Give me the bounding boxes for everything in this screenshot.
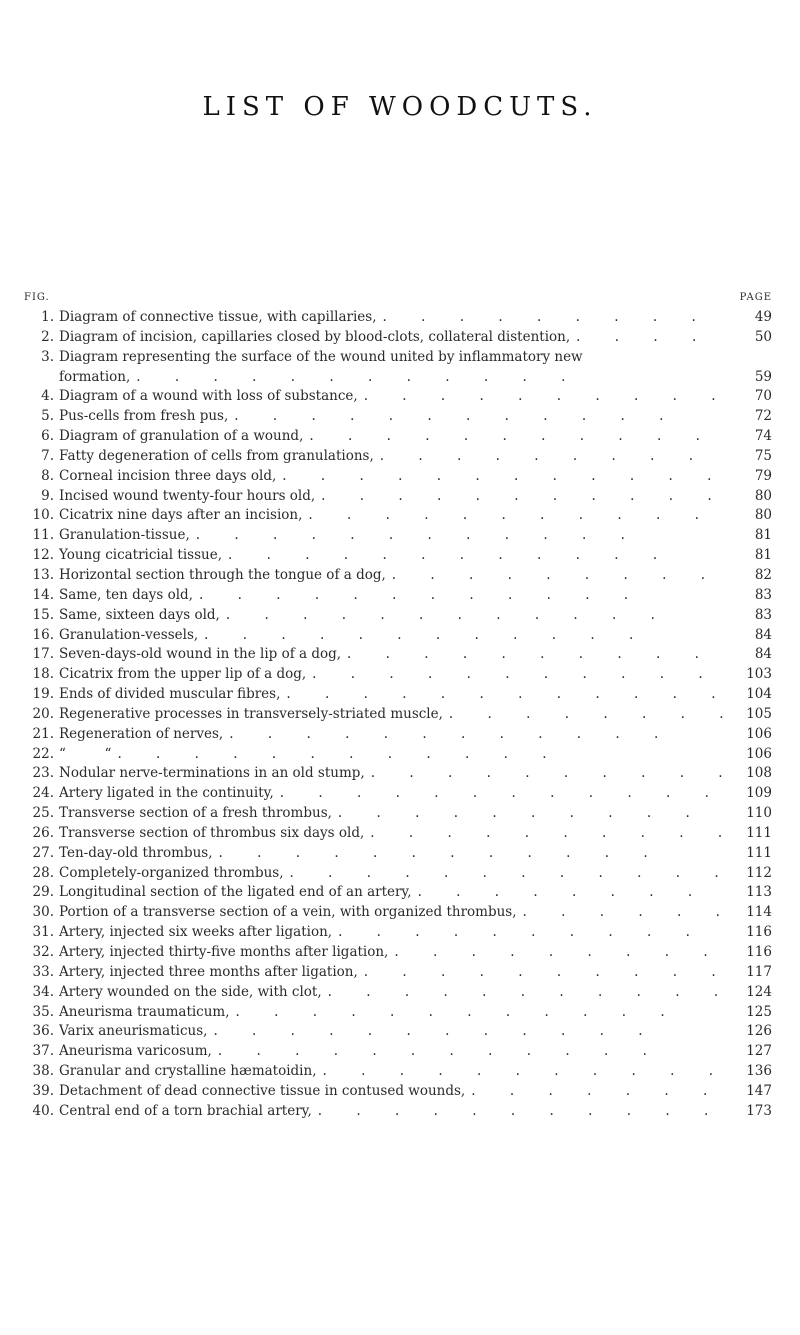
figure-caption: Longitudinal section of the ligated end of an artery, [59,884,412,901]
figure-caption: Cicatrix nine days after an incision, [59,507,303,524]
figure-caption: Same, ten days old, [59,586,193,603]
dot-leader [290,864,724,884]
dot-leader [370,824,724,844]
dot-leader [280,784,724,804]
list-item [20,705,776,725]
page-number: 104 [746,686,772,703]
list-item [20,447,776,467]
figure-caption: Same, sixteen days old, [59,606,220,623]
figure-number: 1. [41,309,54,325]
figure-number: 36. [32,1023,54,1040]
page-number: 81 [754,527,772,544]
page-number: 136 [746,1063,772,1080]
dot-leader [418,883,724,903]
page-number: 70 [754,388,772,405]
figure-number: 12. [32,547,54,564]
figure-number: 30. [32,904,54,921]
figure-number: 28. [32,864,54,881]
list-item [20,626,776,646]
figure-caption: Completely-organized thrombus, [59,864,284,881]
page-title: LIST OF WOODCUTS. [202,92,598,122]
list-item [20,487,776,507]
page-number: 113 [746,884,772,901]
figure-caption: Granulation-tissue, [59,527,190,544]
list-item [20,1082,776,1102]
figure-caption: Transverse section of a fresh thrombus, [59,805,332,822]
figure-caption: Young cicatricial tissue, [59,547,222,564]
dot-leader [328,983,724,1003]
page-number: 147 [746,1082,772,1099]
list-item [20,526,776,546]
dot-leader [308,506,724,526]
figure-number: 20. [32,705,54,722]
list-item [20,1062,776,1082]
list-item [20,586,776,606]
figure-caption: Diagram representing the surface of the wound united by inflammatory new [59,348,583,365]
page-number: 110 [746,805,772,822]
page-number: 80 [754,507,772,524]
figure-caption: Incised wound twenty-four hours old, [59,487,316,504]
dot-leader [234,407,724,427]
figure-number: 21. [32,725,54,742]
dot-leader [199,586,724,606]
figure-number: 15. [32,606,54,623]
figure-number: 38. [32,1063,54,1080]
figure-number: 35. [32,1003,54,1020]
figure-number: 32. [32,944,54,960]
list-item [20,1022,776,1042]
figure-caption: Varix aneurismaticus, [59,1023,208,1040]
figure-caption: Artery ligated in the continuity, [59,785,274,802]
dot-leader [318,1102,724,1122]
figure-number: 5. [41,408,54,425]
figure-caption: Portion of a transverse section of a vein, with organized thrombus, [59,904,517,921]
dot-leader [523,903,724,923]
page-number: 105 [746,705,772,722]
dot-leader [226,606,724,626]
page-number: 114 [746,904,772,921]
page-number: 74 [754,428,772,445]
figure-caption: Diagram of incision, capillaries closed by blood-clots, collateral distention, [59,328,571,345]
page-number: 72 [754,408,772,425]
list-item [20,864,776,884]
page-number: 81 [754,547,772,564]
figure-number: 26. [32,824,54,841]
page-number: 111 [746,844,772,861]
page-number: 125 [746,1003,772,1020]
page-number: 106 [746,745,772,762]
figure-number: 25. [32,805,54,822]
list-item [20,745,776,765]
dot-leader [394,943,724,963]
figure-caption: Aneurisma traumaticum, [59,1003,230,1020]
page-number: 173 [746,1102,772,1119]
page-number: 50 [754,328,772,345]
page-number: 106 [746,725,772,742]
list-item [20,546,776,566]
page-number: 111 [746,824,772,841]
figure-number: 31. [32,924,54,941]
list-item [20,1102,776,1122]
dot-leader [286,685,724,705]
column-headers [20,292,776,308]
dot-leader [282,467,724,487]
figure-number: 24. [32,785,54,802]
figure-number: 4. [41,388,54,405]
figure-caption: Diagram of granulation of a wound, [59,428,304,445]
list-item [20,764,776,784]
figure-number: 14. [32,586,54,603]
figure-caption-continued: formation, [59,368,131,385]
page-number: 108 [746,765,772,782]
page-number: 84 [754,646,772,663]
figure-caption: Fatty degeneration of cells from granulations, [59,447,374,464]
figure-caption: Pus-cells from fresh pus, [59,408,229,425]
list-item [20,348,776,388]
figure-caption: Diagram of connective tissue, with capillaries, [59,309,377,325]
dot-leader [471,1082,724,1102]
page-number: 116 [746,944,772,960]
figure-number: 11. [32,527,54,544]
figure-number: 37. [32,1043,54,1060]
dot-leader [213,1022,724,1042]
figure-number: 27. [32,844,54,861]
woodcut-list [20,308,776,1122]
figure-caption: Artery, injected thirty-five months after ligation, [59,944,389,960]
figure-caption: Regenerative processes in transversely-striated muscle, [59,705,443,722]
figure-number: 34. [32,983,54,1000]
figure-number: 18. [32,666,54,683]
dot-leader [228,546,724,566]
list-item [20,407,776,427]
figure-number: 22. [32,745,54,762]
fig-column-header: FIG. [24,292,50,303]
list-item [20,506,776,526]
list-item [20,665,776,685]
dot-leader [229,725,724,745]
figure-number: 33. [32,963,54,980]
page-number: 117 [746,963,772,980]
list-item [20,804,776,824]
dot-leader [338,804,724,824]
page-number: 127 [746,1043,772,1060]
figure-caption: Nodular nerve-terminations in an old stump, [59,765,365,782]
dot-leader [218,1042,724,1062]
figure-caption: Artery, injected six weeks after ligation, [59,924,333,941]
list-item [20,983,776,1003]
figure-caption: Granulation-vessels, [59,626,199,643]
dot-leader [322,1062,724,1082]
figure-number: 17. [32,646,54,663]
figure-caption: Aneurisma varicosum, [59,1043,212,1060]
figure-number: 19. [32,686,54,703]
dot-leader [380,447,724,467]
figure-caption: Detachment of dead connective tissue in contused wounds, [59,1082,466,1099]
figure-number: 29. [32,884,54,901]
figure-caption: Horizontal section through the tongue of a dog, [59,566,386,583]
page-number: 83 [754,606,772,623]
figure-number: 9. [41,487,54,504]
dot-leader [312,665,724,685]
list-item [20,308,776,328]
list-item [20,645,776,665]
figure-number: 39. [32,1082,54,1099]
figure-caption: Artery wounded on the side, with clot, [59,983,322,1000]
dot-leader [204,626,724,646]
list-item [20,844,776,864]
list-item [20,943,776,963]
figure-caption: Corneal incision three days old, [59,467,277,484]
page-column-header: PAGE [739,292,772,303]
dot-leader [392,566,724,586]
page-number: 109 [746,785,772,802]
dot-leader [196,526,724,546]
list-item [20,903,776,923]
figure-number: 7. [41,447,54,464]
figure-number: 40. [32,1102,54,1119]
figure-number: 16. [32,626,54,643]
figure-number: 13. [32,566,54,583]
list-item [20,566,776,586]
dot-leader [236,1003,724,1023]
list-item [20,606,776,626]
page-number: 82 [754,566,772,583]
figure-caption: “ “ [59,745,112,762]
dot-leader [309,427,724,447]
page-number: 49 [754,309,772,325]
figure-caption: Transverse section of thrombus six days old, [59,824,365,841]
list-item [20,685,776,705]
dot-leader [338,923,724,943]
figure-number: 10. [32,507,54,524]
page-number: 79 [754,467,772,484]
page-number: 126 [746,1023,772,1040]
dot-leader [321,487,724,507]
page-number: 124 [746,983,772,1000]
figure-caption: Ends of divided muscular fibres, [59,686,281,703]
figure-number: 23. [32,765,54,782]
dot-leader [449,705,724,725]
dot-leader [383,308,724,328]
figure-number: 2. [41,328,54,345]
page-number: 80 [754,487,772,504]
figure-caption: Ten-day-old thrombus, [59,844,213,861]
list-item [20,784,776,804]
list-item [20,328,776,348]
page-number: 75 [754,447,772,464]
dot-leader [364,963,724,983]
figure-caption: Artery, injected three months after ligation, [59,963,358,980]
page-number: 59 [754,368,772,385]
dot-leader [219,844,724,864]
dot-leader [136,368,724,388]
figure-number: 8. [41,467,54,484]
page-number: 83 [754,586,772,603]
page-number: 116 [746,924,772,941]
page-number [724,348,776,368]
list-item [20,467,776,487]
dot-leader [347,645,724,665]
figure-number: 3. [41,348,54,365]
list-item [20,427,776,447]
dot-leader [371,764,724,784]
dot-leader [576,328,724,348]
dot-leader [117,745,724,765]
figure-caption: Diagram of a wound with loss of substance, [59,388,358,405]
figure-caption: Seven-days-old wound in the lip of a dog, [59,646,342,663]
page-number: 103 [746,666,772,683]
list-item [20,387,776,407]
list-item [20,1003,776,1023]
list-item [20,1042,776,1062]
figure-caption: Regeneration of nerves, [59,725,224,742]
page-number: 112 [746,864,772,881]
figure-caption: Granular and crystalline hæmatoidin, [59,1063,317,1080]
page-number: 84 [754,626,772,643]
dot-leader [364,387,724,407]
figure-caption: Central end of a torn brachial artery, [59,1102,312,1119]
list-item [20,725,776,745]
list-item [20,963,776,983]
figure-caption: Cicatrix from the upper lip of a dog, [59,666,307,683]
figure-number: 6. [41,428,54,445]
list-item [20,883,776,903]
list-item [20,923,776,943]
list-item [20,824,776,844]
